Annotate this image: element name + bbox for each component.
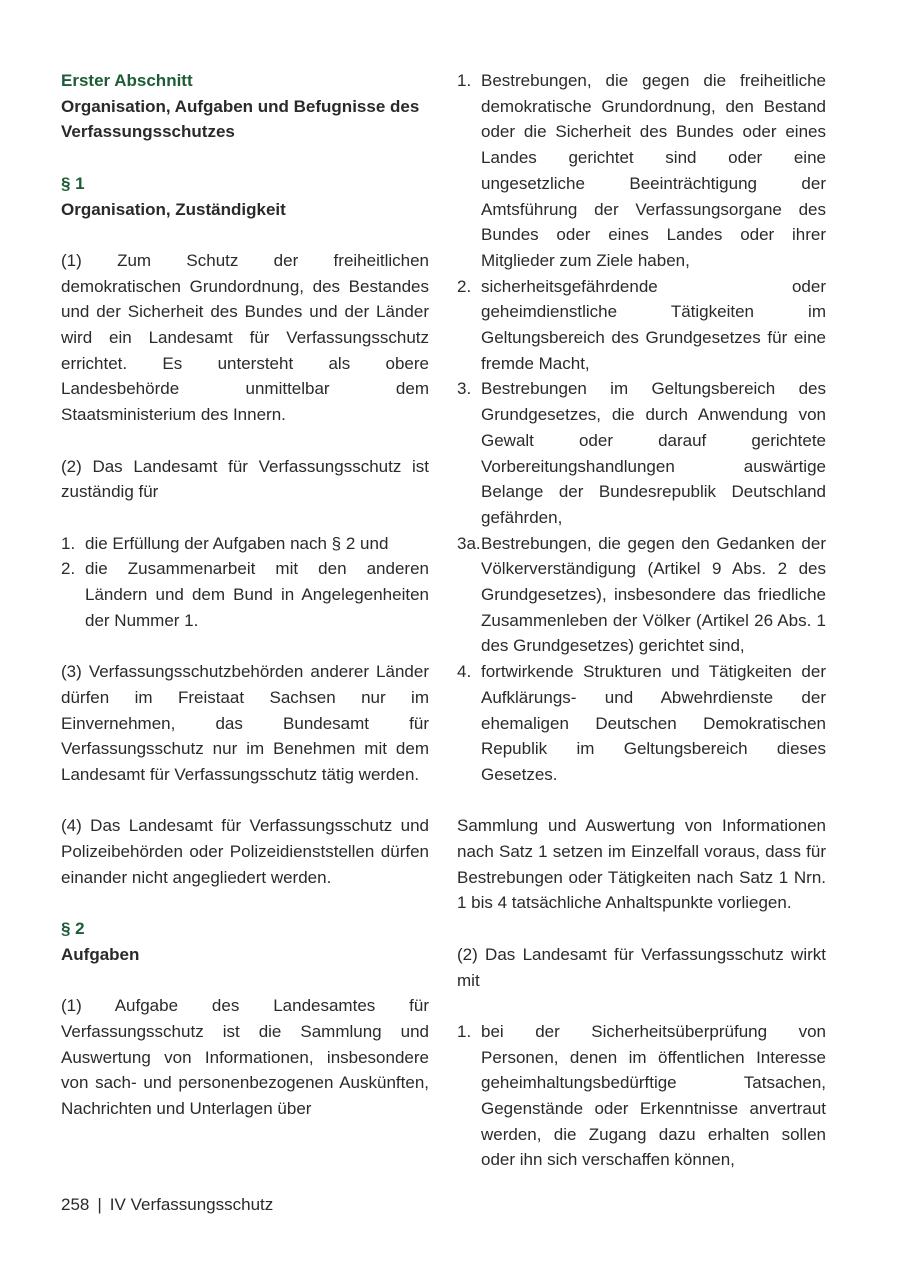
list-item-number: 2. (61, 559, 76, 579)
list-item (61, 531, 429, 557)
paragraph-1-absatz-3: (3) Verfassungsschutzbehörden anderer Länder dürfen im Freistaat Sachsen nur im Einvernehmen, das Bundesamt für Verfassungsschutz nur im Benehmen mit dem Landesamt für Verfassungsschutz tätig werden. (61, 662, 429, 784)
list-item-text: sicherheitsgefährdende oder geheimdienstliche Tätigkeiten im Geltungsbereich des Grundgesetzes für eine fremde Macht, (481, 276, 826, 373)
list-item (457, 659, 826, 788)
list-item (457, 68, 826, 274)
list-item-text: bei der Sicherheitsüberprüfung von Personen, denen im öffentlichen Interesse geheimhaltungsbedürftige Tatsachen, Gegenstände oder Erkenntnisse anvertraut werden, die Zugang dazu erhalten sollen oder ihn sich verschaffen können, (481, 1021, 826, 1170)
footer-separator: | (97, 1195, 102, 1214)
list-item-number: 1. (61, 533, 76, 553)
page-number: 258 (61, 1195, 90, 1214)
list-item-text: Bestrebungen, die gegen die freiheitliche demokratische Grundordnung, den Bestand oder die Sicherheit des Bundes oder eines Landes gerichtet sind oder eine ungesetzliche Beeinträchtigung der Amtsführung der Verfassungsorgane des Bundes oder eines Landes oder ihrer Mitglieder zum Ziele haben, (481, 71, 826, 270)
paragraph-2-absatz-2-list (457, 1019, 826, 1173)
section-heading: Erster Abschnitt (61, 71, 193, 90)
list-item-text: die Zusammenarbeit mit den anderen Ländern und dem Bund in Angelegenheiten der Nummer 1. (85, 559, 429, 630)
paragraph-2-symbol: § 2 (61, 919, 85, 939)
list-item-text: die Erfüllung der Aufgaben nach § 2 und (85, 533, 389, 553)
paragraph-2-absatz-1-list (457, 68, 826, 788)
sammlung-paragraph: Sammlung und Auswertung von Informationen nach Satz 1 setzen im Einzelfall voraus, dass für Bestrebungen oder Tätigkeiten nach Satz 1 Nrn. 1 bis 4 tatsächliche Anhaltspunkte vorliegen. (457, 816, 826, 913)
list-item-number: 1. (457, 1021, 472, 1041)
list-item (61, 556, 429, 633)
list-item-text: Bestrebungen im Geltungsbereich des Grundgesetzes, die durch Anwendung von Gewalt oder darauf gerichtete Vorbereitungshandlungen auswärtige Belange der Bundesrepublik Deutschland gefährden, (481, 379, 826, 527)
list-item-text: Bestrebungen, die gegen den Gedanken der Völkerverständigung (Artikel 9 Abs. 2 des Grundgesetzes), insbesondere das friedliche Zusammenleben der Völker (Artikel 26 Abs. 1 des Grundgesetzes) gerichtet sind, (481, 533, 826, 656)
right-column (457, 68, 826, 1173)
list-item-number: 1. (457, 71, 472, 90)
list-item-number: 3a. (457, 533, 481, 553)
paragraph-2-absatz-2: (2) Das Landesamt für Verfassungsschutz wirkt mit (457, 944, 826, 990)
list-item-text: fortwirkende Strukturen und Tätigkeiten der Aufklärungs- und Abwehrdienste der ehemaligen Deutschen Demokratischen Republik im Geltungsbereich dieses Gesetzes. (481, 662, 826, 784)
paragraph-2-title: Aufgaben (61, 944, 140, 964)
paragraph-1-title: Organisation, Zuständigkeit (61, 199, 286, 219)
list-item (457, 1019, 826, 1173)
paragraph-1-symbol: § 1 (61, 173, 85, 193)
list-item-number: 2. (457, 276, 472, 296)
paragraph-1-absatz-4: (4) Das Landesamt für Verfassungsschutz und Polizeibehörden oder Polizeidienststellen dürfen einander nicht angegliedert werden. (61, 816, 429, 887)
list-item (457, 531, 826, 660)
list-item (457, 274, 826, 377)
paragraph-1-absatz-2-list (61, 531, 429, 634)
left-column (61, 68, 429, 1122)
paragraph-1-absatz-1: (1) Zum Schutz der freiheitlichen demokratischen Grundordnung, des Bestandes und der Sicherheit des Bundes und der Länder wird ein Landesamt für Verfassungsschutz errichtet. Es untersteht als obere Landesbehörde unmittelbar dem Staatsministerium des Innern. (61, 250, 429, 425)
list-item (457, 376, 826, 530)
paragraph-1-absatz-2: (2) Das Landesamt für Verfassungsschutz ist zuständig für (61, 456, 429, 502)
chapter-title: IV Verfassungsschutz (109, 1195, 274, 1214)
paragraph-2-absatz-1: (1) Aufgabe des Landesamtes für Verfassungsschutz ist die Sammlung und Auswertung von Informationen, insbesondere von sach- und personenbezogenen Auskünften, Nachrichten und Unterlagen über (61, 996, 429, 1118)
list-item-number: 4. (457, 662, 472, 682)
page-footer (61, 1194, 273, 1216)
list-item-number: 3. (457, 379, 472, 399)
section-title: Organisation, Aufgaben und Befugnisse des Verfassungsschutzes (61, 96, 420, 142)
